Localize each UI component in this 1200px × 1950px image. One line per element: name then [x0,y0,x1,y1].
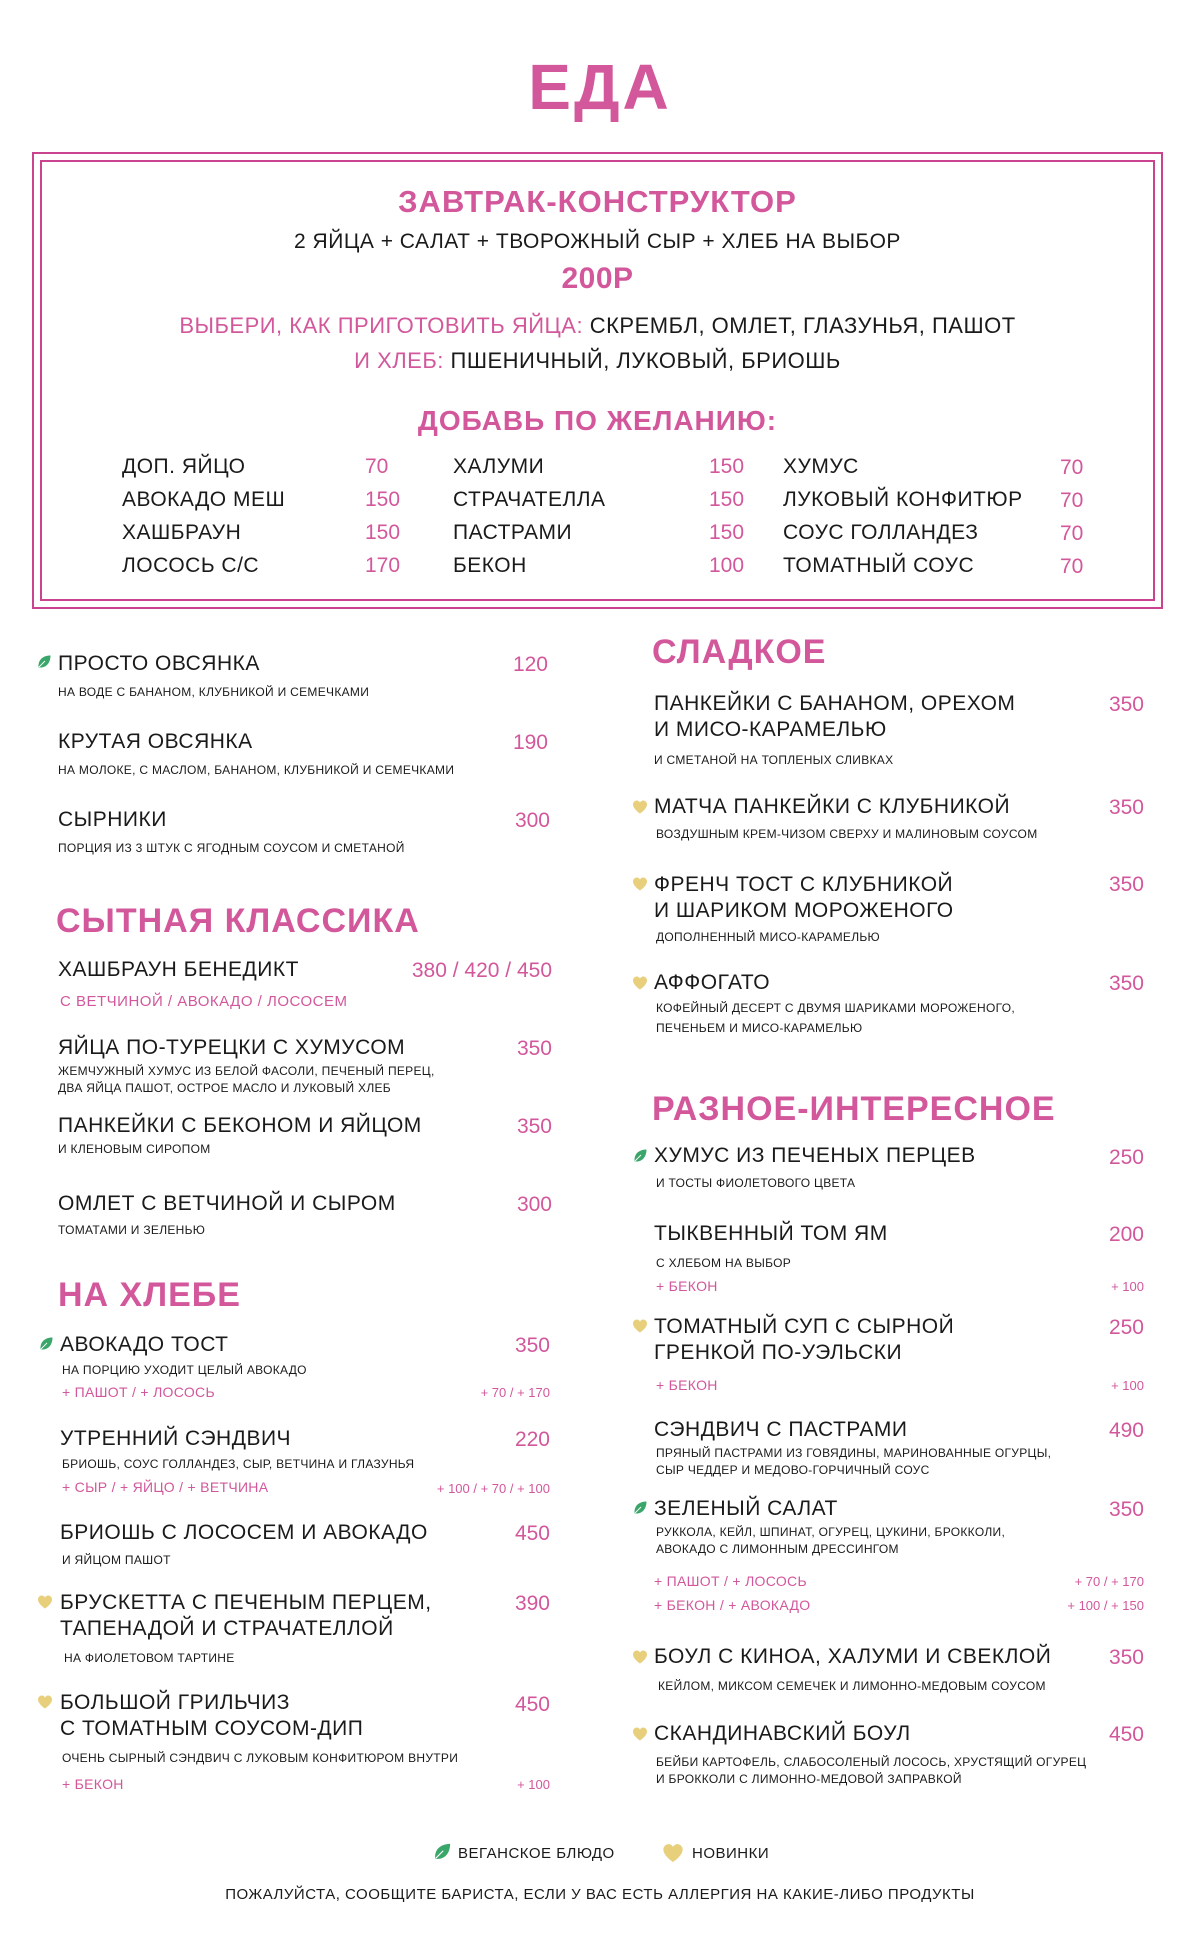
item-extra: + СЫР / + ЯЙЦО / + ВЕТЧИНА [62,1479,269,1495]
addon-price: 70 [1060,555,1084,578]
item-name: УТРЕННИЙ СЭНДВИЧ [60,1427,292,1450]
item-price: 380 / 420 / 450 [411,959,552,982]
item-desc: ТОМАТАМИ И ЗЕЛЕНЬЮ [58,1223,206,1237]
item-desc: ЖЕМЧУЖНЫЙ ХУМУС ИЗ БЕЛОЙ ФАСОЛИ, ПЕЧЕНЫЙ ПЕРЕЦ, [58,1064,435,1078]
addon-price: 70 [1060,456,1084,479]
item-desc: ДОПОЛНЕННЫЙ МИСО-КАРАМЕЛЬЮ [656,930,880,944]
legend-vegan: ВЕГАНСКОЕ БЛЮДО [458,1845,615,1862]
item-name: ХУМУС ИЗ ПЕЧЕНЫХ ПЕРЦЕВ [654,1144,976,1167]
item-name: ЯЙЦА ПО-ТУРЕЦКИ С ХУМУСОМ [58,1036,406,1059]
bread-label: И ХЛЕБ: [354,348,444,373]
item-extra: + БЕКОН [656,1278,718,1294]
item-name: СКАНДИНАВСКИЙ БОУЛ [654,1722,911,1745]
item-extra-price: + 70 / + 170 [1074,1574,1144,1589]
addon-name: БЕКОН [453,554,527,577]
item-name: ГРЕНКОЙ ПО-УЭЛЬСКИ [654,1341,903,1364]
breakfast-eggs [40,313,1155,339]
item-extra: + БЕКОН [656,1377,718,1393]
bread-options: ПШЕНИЧНЫЙ, ЛУКОВЫЙ, БРИОШЬ [443,348,841,373]
addon-price: 150 [709,455,745,478]
item-price: 220 [514,1428,550,1451]
heart-icon [632,1318,648,1334]
item-price: 350 [1108,1498,1144,1521]
item-desc: И ТОСТЫ ФИОЛЕТОВОГО ЦВЕТА [656,1176,856,1190]
addon-name: ЛУКОВЫЙ КОНФИТЮР [783,488,1023,511]
leaf-icon [632,1500,648,1516]
item-desc: СЫР ЧЕДДЕР И МЕДОВО-ГОРЧИЧНЫЙ СОУС [656,1463,930,1477]
item-desc: РУККОЛА, КЕЙЛ, ШПИНАТ, ОГУРЕЦ, ЦУКИНИ, БРОККОЛИ, [656,1525,1006,1539]
leaf-icon [38,1336,54,1352]
item-name: МАТЧА ПАНКЕЙКИ С КЛУБНИКОЙ [654,795,1011,818]
legend-new: НОВИНКИ [692,1845,770,1862]
section-title-misc: РАЗНОЕ-ИНТЕРЕСНОЕ [652,1090,1056,1128]
item-price: 250 [1108,1316,1144,1339]
item-name: ПАНКЕЙКИ С БЕКОНОМ И ЯЙЦОМ [58,1114,422,1137]
item-name: ПАНКЕЙКИ С БАНАНОМ, ОРЕХОМ [654,692,1016,715]
item-name: ТЫКВЕННЫЙ ТОМ ЯМ [654,1222,888,1245]
allergy-notice: ПОЖАЛУЙСТА, СООБЩИТЕ БАРИСТА, ЕСЛИ У ВАС ЕСТЬ АЛЛЕРГИЯ НА КАКИЕ-ЛИБО ПРОДУКТЫ [225,1886,975,1903]
item-price: 450 [514,1693,550,1716]
breakfast-price: 200Р [561,262,634,295]
item-name: БОУЛ С КИНОА, ХАЛУМИ И СВЕКЛОЙ [654,1645,1052,1668]
heart-icon [632,1726,648,1742]
item-name: ОМЛЕТ С ВЕТЧИНОЙ И СЫРОМ [58,1192,396,1215]
breakfast-bread [40,348,1155,374]
item-desc: ДВА ЯЙЦА ПАШОТ, ОСТРОЕ МАСЛО И ЛУКОВЫЙ ХЛЕБ [58,1081,391,1095]
addon-name: ПАСТРАМИ [453,521,573,544]
item-name: БОЛЬШОЙ ГРИЛЬЧИЗ [60,1691,290,1714]
item-name: И МИСО-КАРАМЕЛЬЮ [654,718,887,741]
heart-icon [632,799,648,815]
addons-title: ДОБАВЬ ПО ЖЕЛАНИЮ: [417,405,778,436]
item-price: 190 [512,731,548,754]
item-extra-price: + 100 [517,1777,550,1792]
heart-icon [632,975,648,991]
section-title-classic: СЫТНАЯ КЛАССИКА [56,902,420,940]
item-name: ТАПЕНАДОЙ И СТРАЧАТЕЛЛОЙ [60,1617,394,1640]
heart-icon [632,1649,648,1665]
item-desc: И СМЕТАНОЙ НА ТОПЛЕНЫХ СЛИВКАХ [654,753,894,767]
item-price: 300 [514,809,550,832]
leaf-icon [432,1842,452,1862]
item-desc: НА ПОРЦИЮ УХОДИТ ЦЕЛЫЙ АВОКАДО [62,1363,307,1377]
item-desc: БЕЙБИ КАРТОФЕЛЬ, СЛАБОСОЛЕНЫЙ ЛОСОСЬ, ХРУСТЯЩИЙ ОГУРЕЦ [656,1755,1087,1769]
item-extra-price: + 100 [1111,1279,1144,1294]
item-desc: КОФЕЙНЫЙ ДЕСЕРТ С ДВУМЯ ШАРИКАМИ МОРОЖЕНОГО, [656,1001,1015,1015]
item-desc: ОЧЕНЬ СЫРНЫЙ СЭНДВИЧ С ЛУКОВЫМ КОНФИТЮРОМ ВНУТРИ [62,1751,459,1765]
item-name: И ШАРИКОМ МОРОЖЕНОГО [654,899,954,922]
item-name: АВОКАДО ТОСТ [60,1333,229,1356]
item-extra: + ПАШОТ / + ЛОСОСЬ [62,1384,215,1400]
item-extra: + ПАШОТ / + ЛОСОСЬ [654,1573,807,1589]
item-price: 350 [1108,873,1144,896]
item-name: С ТОМАТНЫМ СОУСОМ-ДИП [60,1717,364,1740]
addon-name: ХУМУС [783,455,859,478]
item-desc: НА МОЛОКЕ, С МАСЛОМ, БАНАНОМ, КЛУБНИКОЙ И СЕМЕЧКАМИ [58,763,455,777]
item-desc: И БРОККОЛИ С ЛИМОННО-МЕДОВОЙ ЗАПРАВКОЙ [656,1772,962,1786]
addon-price: 70 [1060,489,1084,512]
item-name: АФФОГАТО [654,971,771,994]
eggs-label: ВЫБЕРИ, КАК ПРИГОТОВИТЬ ЯЙЦА: [179,313,584,338]
addon-name: ДОП. ЯЙЦО [122,455,246,478]
section-title-sweet: СЛАДКОЕ [652,633,827,671]
item-price: 350 [1108,693,1144,716]
leaf-icon [632,1148,648,1164]
item-desc: И КЛЕНОВЫМ СИРОПОМ [58,1142,211,1156]
item-price: 350 [514,1334,550,1357]
addon-name: СТРАЧАТЕЛЛА [453,488,606,511]
item-name: ТОМАТНЫЙ СУП С СЫРНОЙ [654,1315,955,1338]
breakfast-subtitle: 2 ЯЙЦА + САЛАТ + ТВОРОЖНЫЙ СЫР + ХЛЕБ НА ВЫБОР [294,230,901,253]
addon-name: ЛОСОСЬ С/С [122,554,260,577]
item-price: 450 [1108,1723,1144,1746]
addon-price: 150 [365,521,401,544]
item-price: 390 [514,1592,550,1615]
addon-name: СОУС ГОЛЛАНДЕЗ [783,521,979,544]
item-extra-price: + 100 [1111,1378,1144,1393]
heart-icon [37,1694,53,1710]
item-price: 490 [1108,1419,1144,1442]
item-desc: ВОЗДУШНЫМ КРЕМ-ЧИЗОМ СВЕРХУ И МАЛИНОВЫМ СОУСОМ [656,827,1038,841]
item-name: БРУСКЕТТА С ПЕЧЕНЫМ ПЕРЦЕМ, [60,1591,432,1614]
item-extra: + БЕКОН / + АВОКАДО [654,1597,811,1613]
addon-price: 70 [365,455,389,478]
page-title: ЕДА [528,51,672,123]
item-price: 250 [1108,1146,1144,1169]
item-desc: НА ФИОЛЕТОВОМ ТАРТИНЕ [64,1651,235,1665]
item-price: 350 [1108,972,1144,995]
item-name: КРУТАЯ ОВСЯНКА [58,730,253,753]
addon-name: ТОМАТНЫЙ СОУС [783,554,975,577]
item-price: 200 [1108,1223,1144,1246]
item-price: 350 [1108,1646,1144,1669]
item-extra-price: + 100 / + 70 / + 100 [436,1481,550,1496]
item-price: 450 [514,1522,550,1545]
item-desc: АВОКАДО С ЛИМОННЫМ ДРЕССИНГОМ [656,1542,899,1556]
item-desc: ПОРЦИЯ ИЗ 3 ШТУК С ЯГОДНЫМ СОУСОМ И СМЕТАНОЙ [58,841,405,855]
addon-name: ХАЛУМИ [453,455,545,478]
item-name: БРИОШЬ С ЛОСОСЕМ И АВОКАДО [60,1521,428,1544]
item-extra: + БЕКОН [62,1776,124,1792]
item-extra-price: + 100 / + 150 [1067,1598,1144,1613]
eggs-options: СКРЕМБЛ, ОМЛЕТ, ГЛАЗУНЬЯ, ПАШОТ [583,313,1016,338]
item-desc: ПЕЧЕНЬЕМ И МИСО-КАРАМЕЛЬЮ [656,1021,863,1035]
item-extra-price: + 70 / + 170 [480,1385,550,1400]
addon-name: АВОКАДО МЕШ [122,488,286,511]
heart-icon [37,1594,53,1610]
section-title-bread: НА ХЛЕБЕ [58,1276,241,1314]
item-name: СЫРНИКИ [58,808,167,831]
item-variants: С ВЕТЧИНОЙ / АВОКАДО / ЛОСОСЕМ [60,993,348,1010]
item-name: ЗЕЛЕНЫЙ САЛАТ [654,1497,838,1520]
addon-price: 70 [1060,522,1084,545]
item-price: 350 [516,1037,552,1060]
addon-name: ХАШБРАУН [122,521,242,544]
addon-price: 150 [365,488,401,511]
item-desc: ПРЯНЫЙ ПАСТРАМИ ИЗ ГОВЯДИНЫ, МАРИНОВАННЫЕ ОГУРЦЫ, [656,1446,1052,1460]
item-desc: НА ВОДЕ С БАНАНОМ, КЛУБНИКОЙ И СЕМЕЧКАМИ [58,685,370,699]
item-name: ФРЕНЧ ТОСТ С КЛУБНИКОЙ [654,873,954,896]
item-desc: И ЯЙЦОМ ПАШОТ [62,1553,171,1567]
item-price: 300 [516,1193,552,1216]
leaf-icon [36,654,52,670]
item-name: СЭНДВИЧ С ПАСТРАМИ [654,1418,908,1441]
breakfast-title: ЗАВТРАК-КОНСТРУКТОР [398,184,797,219]
item-price: 120 [512,653,548,676]
addon-price: 150 [709,521,745,544]
heart-icon [632,876,648,892]
addon-price: 100 [709,554,745,577]
item-desc: КЕЙЛОМ, МИКСОМ СЕМЕЧЕК И ЛИМОННО-МЕДОВЫМ СОУСОМ [658,1679,1046,1693]
item-desc: С ХЛЕБОМ НА ВЫБОР [656,1256,792,1270]
item-desc: БРИОШЬ, СОУС ГОЛЛАНДЕЗ, СЫР, ВЕТЧИНА И ГЛАЗУНЬЯ [62,1457,415,1471]
addon-price: 170 [365,554,401,577]
addon-price: 150 [709,488,745,511]
item-name: ХАШБРАУН БЕНЕДИКТ [58,958,299,981]
item-price: 350 [1108,796,1144,819]
item-name: ПРОСТО ОВСЯНКА [58,652,260,675]
heart-icon [662,1842,684,1864]
item-price: 350 [516,1115,552,1138]
